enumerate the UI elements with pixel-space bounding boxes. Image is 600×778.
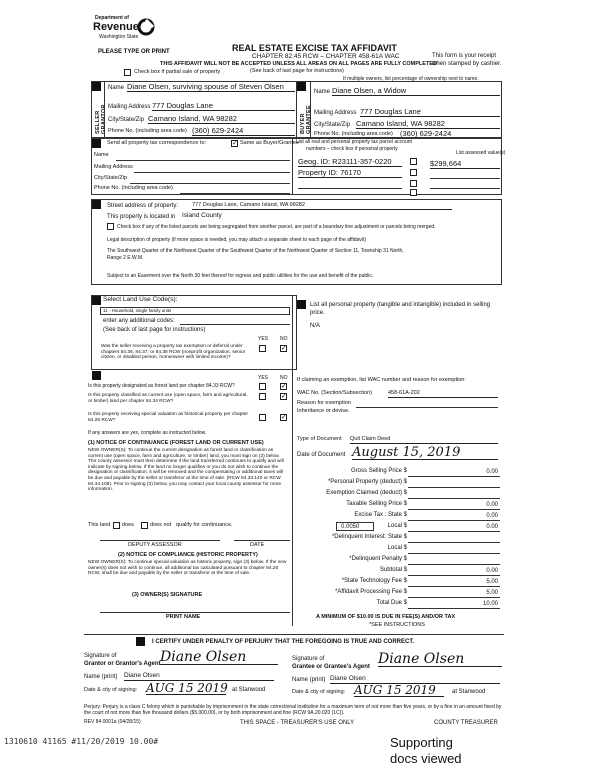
land-use-no-checkbox[interactable] <box>280 345 287 352</box>
tax-row-local <box>296 522 502 533</box>
see-instructions-note: *SEE INSTRUCTIONS <box>369 622 425 628</box>
street-value[interactable]: 777 Douglas Lane, Camano Island, WA 98282 <box>192 203 452 210</box>
tax-row-value[interactable]: 5.00 <box>486 590 498 596</box>
tax-row-total <box>296 599 502 610</box>
does-not-checkbox[interactable] <box>141 522 148 529</box>
land-use-yes-checkbox[interactable] <box>259 345 266 352</box>
forest-yes: YES <box>258 375 269 381</box>
buyer-name-value[interactable]: Diane Olsen, a Widow <box>332 87 500 96</box>
doc-type-label: Type of Document <box>297 436 342 442</box>
sig-grantor-label-2: Grantor or Grantor's Agent <box>84 661 161 667</box>
seller-city-value[interactable]: Camano Island, WA 98282 <box>148 115 295 124</box>
grantee-signature[interactable]: Diane Olsen <box>378 652 502 667</box>
logo-line2: Revenue <box>93 21 139 33</box>
print-name-label: PRINT NAME <box>166 614 201 620</box>
parcel-geog-id[interactable]: Geog. ID: R23111-357-0220 <box>298 158 402 167</box>
corr-mailing-label: Mailing Address <box>94 164 133 170</box>
tax-row-label: *Delinquent Interest: State $ <box>331 534 407 540</box>
buyer-name-label: Name <box>314 89 331 95</box>
tax-table <box>296 467 502 617</box>
partial-sale-label: Check box if partial sale of property <box>134 69 221 75</box>
doc-date-label: Date of Document <box>297 452 346 458</box>
seller-mailing-label: Mailing Address <box>108 104 151 110</box>
grantor-signature[interactable]: Diane Olsen <box>160 650 278 665</box>
tax-row-label: *Delinquent Penalty $ <box>349 556 407 562</box>
seller-phone-label: Phone No. (including area code) <box>108 128 187 134</box>
tax-row-label: Local $ <box>387 523 407 529</box>
sig-grantee-label-2: Grantee or Grantee's Agent <box>292 664 370 670</box>
land-use-code-select[interactable] <box>100 307 290 315</box>
subject-to[interactable]: Subject to an Easement over the North 30 feet thereof for ingress and public utilities for the use and benefit of the public. <box>107 273 374 279</box>
logo-swoosh-icon <box>137 18 155 36</box>
tax-row-label: Total Due $ <box>376 600 407 606</box>
tax-row-label: Gross Selling Price $ <box>350 468 407 474</box>
tax-row-value[interactable]: 0.00 <box>486 469 498 475</box>
forest-q1-no[interactable] <box>280 383 287 390</box>
parcel-4-personal-checkbox[interactable] <box>410 189 417 196</box>
grantee-date-value[interactable]: AUG 15 2019 <box>354 684 444 697</box>
tax-row <box>296 489 502 500</box>
street-label: Street address of property: <box>107 203 179 209</box>
tax-row <box>296 555 502 566</box>
property-badge <box>92 200 101 209</box>
treasurer-space: THIS SPACE - TREASURER'S USE ONLY <box>240 720 355 726</box>
land-use-question: Was the seller receiving a property tax exemption or deferral under chapters 84.36, 84.37, or 84.38 RCW (nonprofit organization, senior citizen, or disabled person, homeowner with limited income)? <box>101 344 246 361</box>
tax-row <box>296 588 502 599</box>
logo-line3: Washington State <box>99 34 139 40</box>
perjury-note: Perjury: Perjury is a class C felony which is punishable by imprisonment in the state correctional institution for a maximum term of not more than five years, or by a fine in an amount fixed by the court of not more than five thousand dollars ($5,000.00), or by both imprisonment and fine (RCW 9A.20.020 (1C)). <box>84 704 502 717</box>
tax-row-label: Subtotal $ <box>379 567 407 573</box>
tax-row-label: Taxable Selling Price $ <box>346 501 407 507</box>
sig-grantor-label-1: Signature of <box>84 653 117 659</box>
tax-row <box>296 511 502 522</box>
multiple-owners-note: If multiple owners, list percentage of ownership next to name. <box>343 76 479 82</box>
local-rate-value: 0.0050 <box>341 524 360 530</box>
forest-if-yes: If any answers are yes, complete as instructed below. <box>88 430 207 436</box>
tax-row-value[interactable]: 0.00 <box>486 502 498 508</box>
reason-label: Reason for exemption <box>297 400 351 406</box>
located-label: This property is located in <box>107 214 176 220</box>
land-use-yes: YES <box>258 336 269 342</box>
notice-2-title: (2) NOTICE OF COMPLIANCE (HISTORIC PROPERTY) <box>118 552 258 558</box>
partial-sale-checkbox[interactable] <box>124 69 131 76</box>
sig-grantee-label-1: Signature of <box>292 656 325 662</box>
notice-1-body: NEW OWNER(S): To continue the current designation as forest land or classification as current use (open space, farm and agriculture, or timber) land, you must sign on (3) below. The county assessor must then determine if the land transferred continues to qualify and will indicate by signing below. If the land no longer qualifies or you do not wish to continue the designation or classification, it will be removed and the compensating or additional taxes will be due and payable by the seller or transferor at the time of sale. (RCW 84.33.140 or RCW 84.34.108). Prior to signing (3) below, you may contact your local county assessor for more information. <box>88 448 284 493</box>
segregated-label: Check box if any of the listed parcels are being segregated from another parcel, are part of a boundary line adjustment or parcels being merged. <box>117 224 436 230</box>
buyer-mailing-value[interactable]: 777 Douglas Lane <box>360 108 500 117</box>
parcels-heading-2: numbers – check box if personal property <box>306 146 398 152</box>
exemption-claim-label: If claiming an exemption, list WAC number and reason for exemption: <box>297 377 466 383</box>
county-value[interactable]: Island County <box>182 212 222 219</box>
this-land-label: This land <box>88 522 111 528</box>
logo-line1: Department of <box>95 15 129 21</box>
seller-mailing-value[interactable]: 777 Douglas Lane <box>152 102 295 111</box>
buyer-side-label: BUYER GRANTEE <box>300 105 312 134</box>
parcel-3-personal-checkbox[interactable] <box>410 180 417 187</box>
land-use-no: NO <box>280 336 288 342</box>
wac-value[interactable]: 458-61A-202 <box>388 391 498 398</box>
parcels-heading-1: List all real and personal property tax parcel account <box>296 139 412 145</box>
grantee-name-value[interactable]: Diane Olsen <box>330 676 500 684</box>
buyer-mailing-label: Mailing Address <box>314 110 357 116</box>
tax-row <box>296 544 502 555</box>
corr-name-label: Name <box>94 152 109 158</box>
land-use-see-back: (See back of last page for instructions) <box>103 327 206 333</box>
lower-divider <box>292 371 293 626</box>
tax-row <box>296 467 502 478</box>
additional-codes-label: enter any additional codes: <box>103 318 175 324</box>
tax-row <box>296 500 502 511</box>
seller-phone-value[interactable]: (360) 629-2424 <box>192 127 295 136</box>
send-to-label: Send all property tax correspondence to: <box>107 140 207 146</box>
tax-row-label: *Personal Property (deduct) $ <box>327 479 407 485</box>
tax-row-value[interactable]: 0.00 <box>486 513 498 519</box>
deputy-assessor-label: DEPUTY ASSESSOR <box>128 542 182 548</box>
corr-phone-label: Phone No. (including area code) <box>94 185 173 191</box>
date-label: DATE <box>250 542 265 548</box>
supporting-docs-line1: Supporting <box>390 735 453 750</box>
tax-row-value[interactable]: 5.00 <box>486 579 498 585</box>
land-use-badge <box>92 296 101 305</box>
certify-badge <box>136 637 145 646</box>
same-as-buyer-checkbox[interactable] <box>231 140 238 147</box>
please-type: PLEASE TYPE OR PRINT <box>98 49 170 55</box>
buyer-city-label: City/State/Zip <box>314 122 351 128</box>
tax-row <box>296 533 502 544</box>
parcel-2-personal-checkbox[interactable] <box>410 169 417 176</box>
assessed-heading: List assessed value(s) <box>456 150 506 156</box>
seller-name-label: Name <box>108 85 125 91</box>
grantor-name-value[interactable]: Diane Olsen <box>124 673 274 681</box>
notice-2-body: NEW OWNER(S): To continue special valuation as historic property, sign (3) below. If the new owner(s) does not wish to continue, all additional tax calculated pursuant to chapter 84.26 RCW, shall be due and payable by the seller or transferor at the time of sale. <box>88 560 287 577</box>
personal-property-badge <box>297 300 306 309</box>
does-checkbox[interactable] <box>113 522 120 529</box>
segregated-checkbox[interactable] <box>107 223 114 230</box>
corr-city-label: City/State/Zip <box>94 175 128 181</box>
same-as-buyer-label: Same as Buyer/Grantee <box>240 140 300 146</box>
local-rate-box[interactable] <box>336 522 374 531</box>
form-warning: THIS AFFIDAVIT WILL NOT BE ACCEPTED UNLESS ALL AREAS ON ALL PAGES ARE FULLY COMPLETED <box>160 61 437 67</box>
does-not-label: does not <box>150 522 172 528</box>
buyer-city-value[interactable]: Camano Island, WA 98282 <box>356 120 500 129</box>
see-back-note: (See back of last page for instructions) <box>250 68 344 74</box>
grantor-city-value[interactable]: at Stanwood <box>232 687 266 693</box>
certify-statement: I CERTIFY UNDER PENALTY OF PERJURY THAT THE FOREGOING IS TRUE AND CORRECT. <box>152 639 415 645</box>
doc-type-value[interactable]: Quit Claim Deed <box>350 437 498 444</box>
forest-q3-no[interactable] <box>280 414 287 421</box>
grantor-name-label: Name (print) <box>84 674 118 680</box>
reason-value[interactable]: Inheritance or devise. <box>297 408 350 414</box>
forest-no: NO <box>280 375 288 381</box>
grantee-city-value[interactable]: at Stanwood <box>452 689 486 695</box>
doc-date-value[interactable]: August 15, 2019 <box>352 446 498 460</box>
dor-logo <box>93 16 153 46</box>
receipt-note-1: This form is your receipt <box>432 53 497 59</box>
parcel-1-personal-checkbox[interactable] <box>410 158 417 165</box>
forest-q2-yes[interactable] <box>259 393 266 400</box>
tax-row-label: Exemption Claimed (deduct) $ <box>326 490 407 496</box>
notice-1-title: (1) NOTICE OF CONTINUANCE (FOREST LAND OR CURRENT USE) <box>88 440 264 446</box>
buyer-phone-label: Phone No. (including area code) <box>314 131 393 137</box>
rev-number: REV 84 0001a (04/28/15) <box>84 719 141 725</box>
buyer-badge <box>297 82 306 91</box>
owner-signature-label: (3) OWNER(S) SIGNATURE <box>132 592 203 598</box>
form-chapter: CHAPTER 82.45 RCW – CHAPTER 458-61A WAC <box>252 53 400 60</box>
grantor-date-value[interactable]: AUG 15 2019 <box>146 681 228 695</box>
forest-q1-yes[interactable] <box>259 383 266 390</box>
supporting-docs-line2: docs viewed <box>390 751 462 766</box>
land-use-label: Select Land Use Code(s): <box>103 296 178 303</box>
receipt-note-2: when stamped by cashier. <box>432 61 502 67</box>
forest-badge <box>92 371 101 380</box>
tax-row-value[interactable]: 0.00 <box>486 568 498 574</box>
tax-row-label: *Affidavit Processing Fee $ <box>335 589 407 595</box>
tax-row-value[interactable]: 0.00 <box>486 524 498 530</box>
seller-side-label: SELLER GRANTOR <box>95 104 107 134</box>
tax-row <box>296 478 502 489</box>
legal-label: Legal description of property (if more space is needed, you may attach a separate sheet to each page of the affidavit) <box>107 237 366 243</box>
land-use-code-value: 11 - Household, single family units <box>103 308 172 313</box>
personal-property-value[interactable]: N/A <box>310 323 321 329</box>
buyer-phone-value[interactable]: (360) 629-2424 <box>400 130 500 139</box>
correspondence-badge <box>92 139 101 148</box>
tax-row <box>296 566 502 577</box>
parcel-property-id[interactable]: Property ID: 76170 <box>298 169 402 178</box>
grantee-name-label: Name (print) <box>292 677 326 683</box>
tax-row <box>296 577 502 588</box>
forest-q2: Is this property classified as current use (open space, farm and agricultural, or timber) land per chapter 84.34 RCW? <box>88 393 248 404</box>
grantor-date-label: Date & city of signing: <box>84 687 138 693</box>
seller-name-value[interactable]: Diane Olsen, surviving spouse of Steven Olsen <box>127 83 295 92</box>
legal-description-1[interactable]: The Southwest Quarter of the Northwest Quarter of the Southwest Quarter of the Northwest Quarter of Section 11, Township 31 North, <box>107 248 404 254</box>
seller-badge <box>92 82 101 91</box>
county-treasurer: COUNTY TREASURER <box>434 720 498 726</box>
forest-q3-yes[interactable] <box>259 414 266 421</box>
seller-city-label: City/State/Zip <box>108 117 145 123</box>
minimum-due-note: A MINIMUM OF $10.00 IS DUE IN FEE(S) AND/OR TAX <box>316 614 456 620</box>
tax-row-label: Local $ <box>387 545 407 551</box>
forest-q3: Is this property receiving special valuation as historical property per chapter 84.26 RCW? <box>88 412 248 423</box>
legal-description-2[interactable]: Range 2 E.W.M. <box>107 255 144 261</box>
assessed-value-1[interactable]: $299,664 <box>430 160 500 169</box>
form-title: REAL ESTATE EXCISE TAX AFFIDAVIT <box>232 43 397 53</box>
forest-q1: Is this property designated as forest land per chapter 84.33 RCW? <box>88 383 235 389</box>
recording-stamp: 1310610 41165 #11/20/2019 10.00# <box>4 737 159 746</box>
forest-q2-no[interactable] <box>280 393 287 400</box>
grantee-date-label: Date & city of signing: <box>292 689 346 695</box>
tax-row-label: Excise Tax : State $ <box>354 512 407 518</box>
does-label: does <box>122 522 134 528</box>
qualify-label: qualify for continuance. <box>176 522 233 528</box>
tax-row-value[interactable]: 10.00 <box>482 601 498 607</box>
personal-property-label: List all personal property (tangible and intangible) included in selling price. <box>310 302 491 316</box>
wac-label: WAC No. (Section/Subsection) <box>297 390 372 396</box>
tax-row-label: *State Technology Fee $ <box>341 578 407 584</box>
